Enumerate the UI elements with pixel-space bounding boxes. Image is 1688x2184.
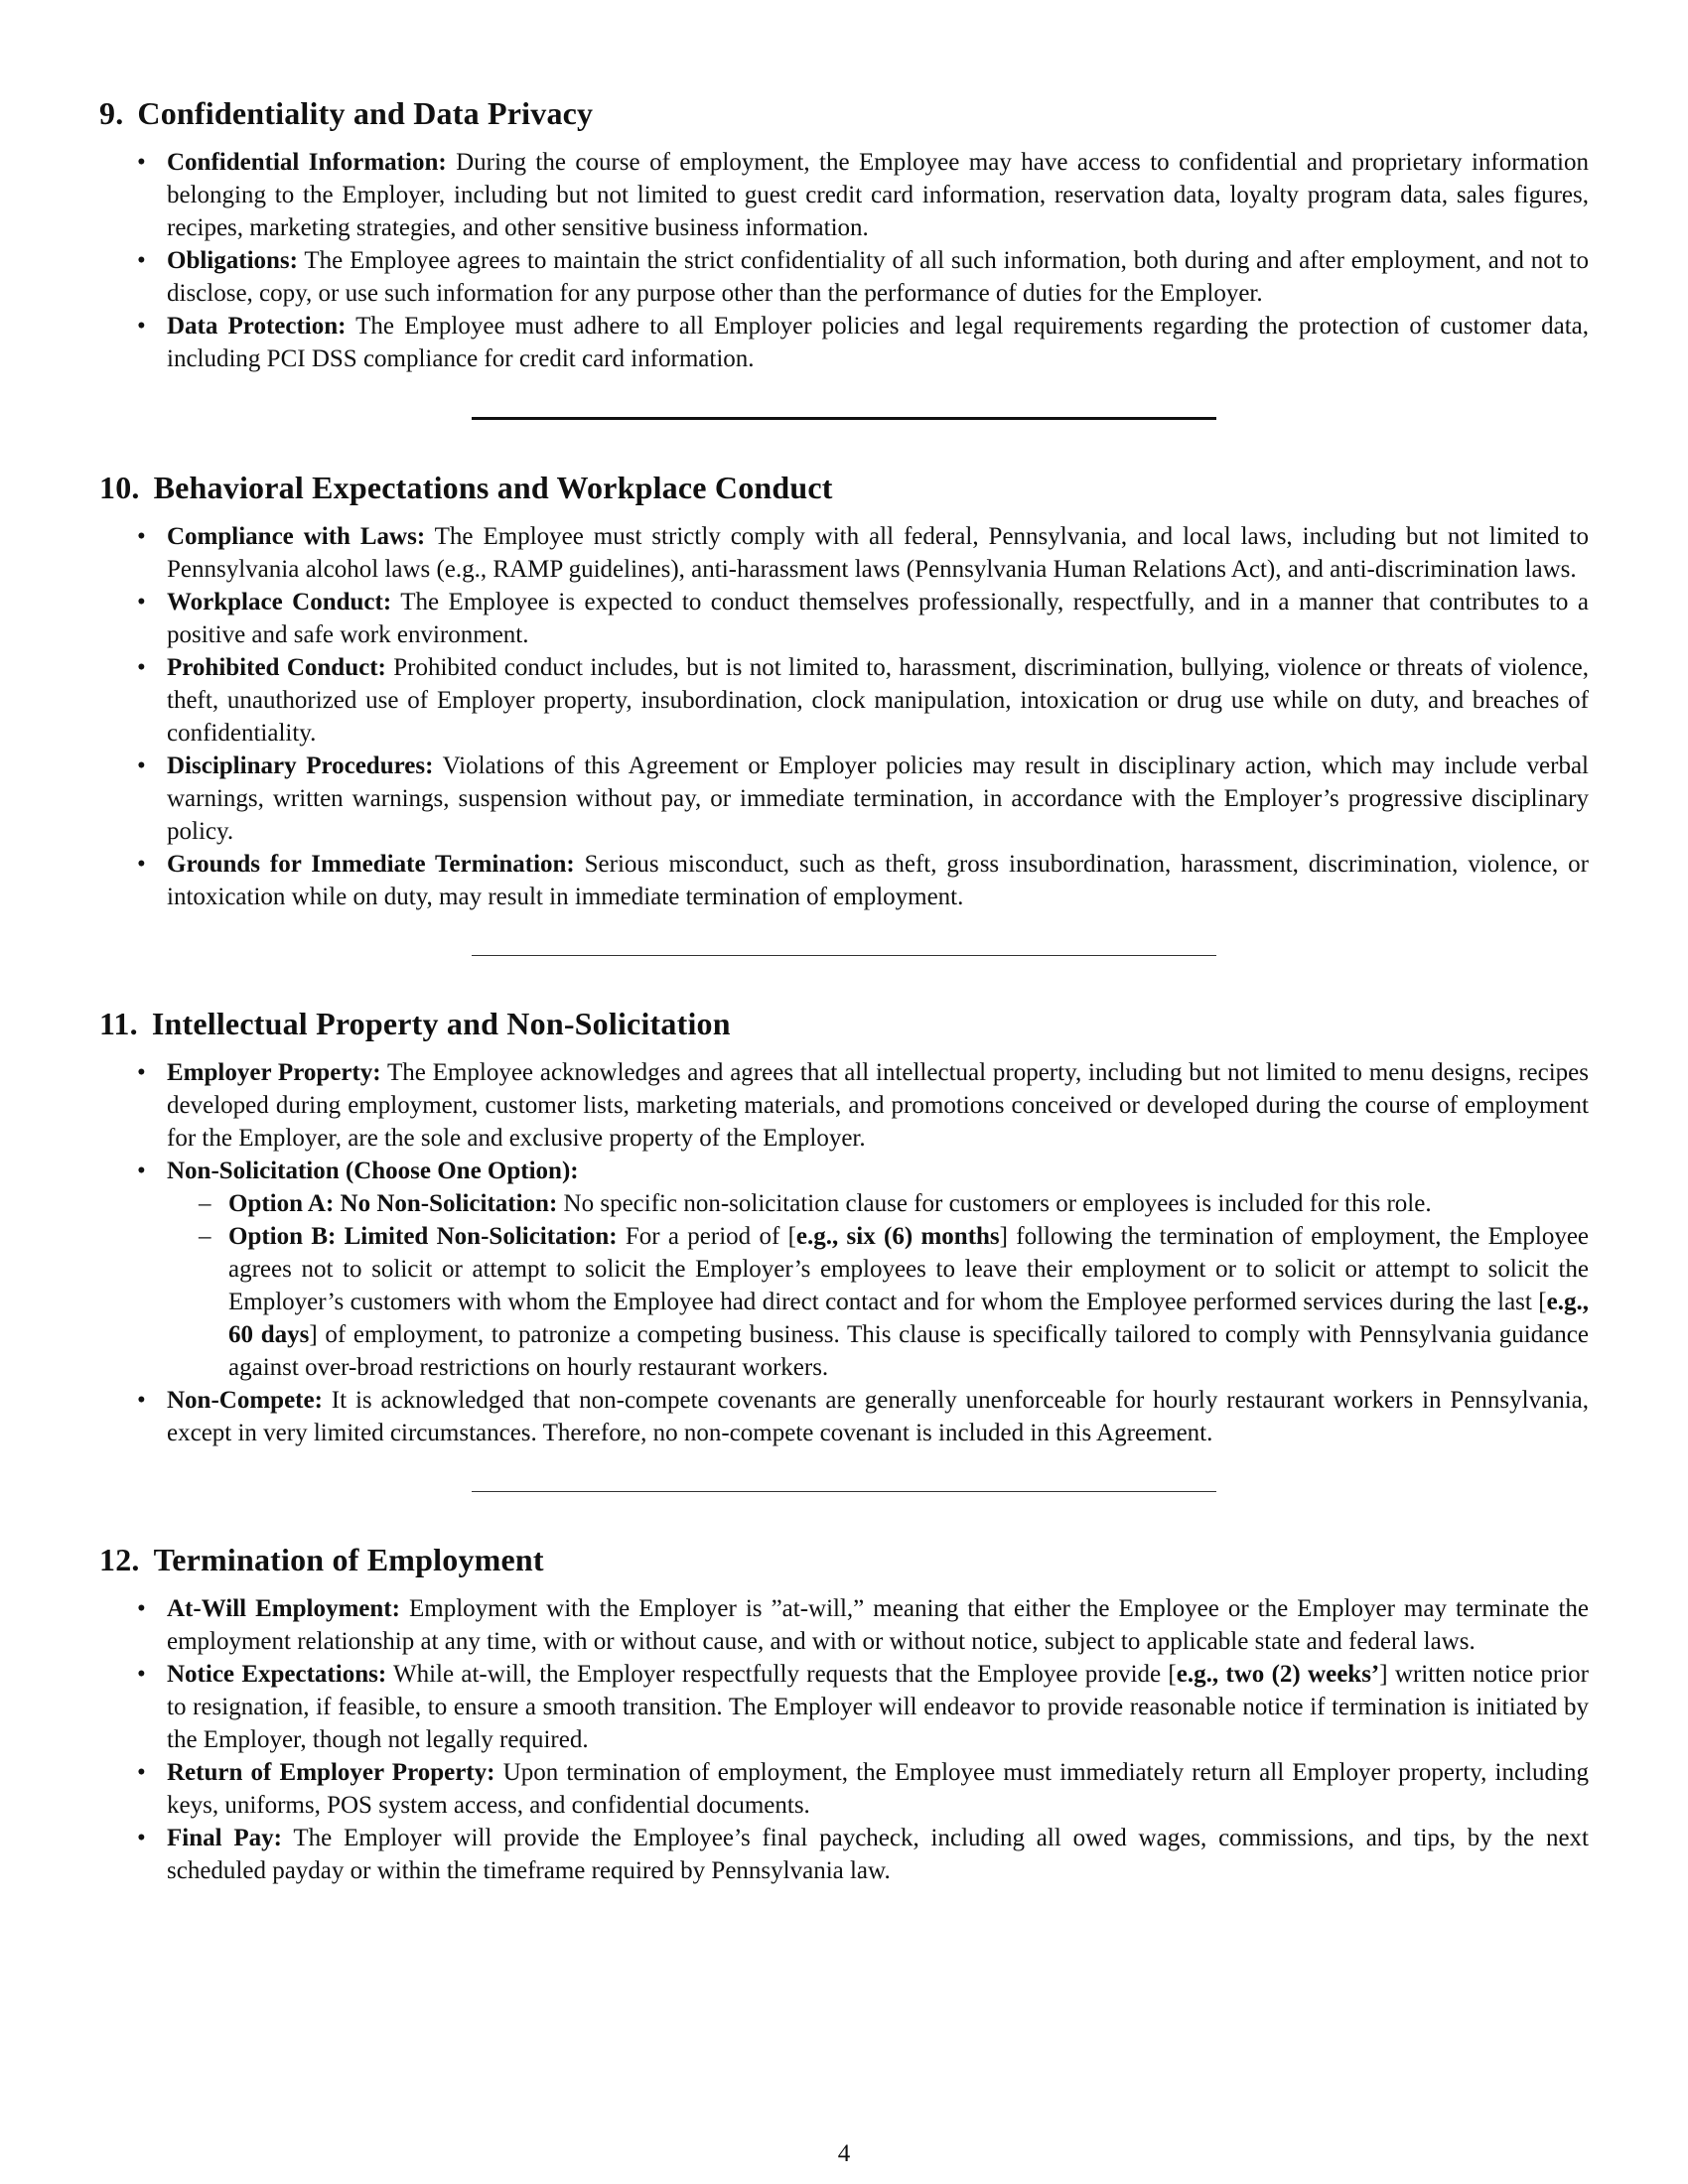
item-term: Employer Property: (167, 1059, 381, 1086)
item-text: The Employee acknowledges and agrees that all intellectual property, including but not limited to menu designs, recipes developed during employment, customer lists, marketing materials, and promotions conceived or developed during the course of employment for the Employer, are the sole and exclusive property of the Employer. (167, 1059, 1589, 1152)
section-title: Confidentiality and Data Privacy (137, 95, 594, 131)
item-term: Grounds for Immediate Termination: (167, 851, 575, 878)
placeholder-duration: e.g., six (6) months (795, 1223, 1000, 1250)
section-number: 10. (99, 470, 140, 505)
item-text: It is acknowledged that non-compete covenants are generally unenforceable for hourly restaurant workers in Pennsylvania, except in very limited circumstances. Therefore, no non-compete covenant is included in this Agreement. (167, 1387, 1589, 1446)
list-item (167, 1056, 1589, 1155)
section-number: 12. (99, 1542, 140, 1577)
list-item (167, 750, 1589, 848)
bullet-list (99, 1592, 1589, 1887)
item-term: At-Will Employment: (167, 1595, 400, 1622)
item-term: Compliance with Laws: (167, 523, 426, 550)
section-12 (99, 1542, 1589, 1887)
item-term: Confidential Information: (167, 149, 447, 176)
section-number: 11. (99, 1006, 138, 1041)
section-heading (99, 470, 1589, 506)
document-page (99, 95, 1589, 1887)
section-heading (99, 1542, 1589, 1578)
option-text: ] following the termination of employment, the Employee agrees not to solicit or attempt to solicit the Employer’s employees to leave their employment or to solicit or attempt to solicit the Employer’s customers with whom the Employee had direct contact and for whom the Employee performed services during the last [ (228, 1223, 1590, 1315)
option-term: Option A: No Non-Solicitation: (228, 1190, 558, 1217)
item-text: Prohibited conduct includes, but is not limited to, harassment, discrimination, bullying, violence or threats of violence, theft, unauthorized use of Employer property, insubordination, clock manipulation, intoxication or drug use while on duty, and breaches of confidentiality. (167, 654, 1590, 747)
placeholder-notice: e.g., two (2) weeks’ (1176, 1661, 1380, 1688)
option-text: ] of employment, to patronize a competing business. This clause is specifically tailored to comply with Pennsylvania guidance against over-broad restrictions on hourly restaurant workers. (228, 1321, 1589, 1381)
item-text: The Employee is expected to conduct themselves professionally, respectfully, and in a manner that contributes to a positive and safe work environment. (167, 589, 1589, 648)
item-term: Disciplinary Procedures: (167, 752, 434, 779)
list-item (167, 586, 1589, 651)
item-text: Employment with the Employer is ”at-will,” meaning that either the Employee or the Employer may terminate the employment relationship at any time, with or without cause, and with or without notice, subject to applicable state and federal laws. (167, 1595, 1589, 1655)
sub-list-item (228, 1187, 1589, 1220)
item-text: The Employee agrees to maintain the strict confidentiality of all such information, both during and after employment, and not to disclose, copy, or use such information for any purpose other than the performance of duties for the Employer. (167, 247, 1589, 307)
item-term: Non-Solicitation (Choose One Option): (167, 1158, 579, 1184)
section-heading (99, 95, 1589, 132)
section-11 (99, 1006, 1589, 1449)
list-item (167, 146, 1589, 244)
section-title: Intellectual Property and Non-Solicitation (151, 1006, 731, 1041)
item-text: The Employer will provide the Employee’s final paycheck, including all owed wages, commissions, and tips, by the next scheduled payday or within the timeframe required by Pennsylvania law. (167, 1825, 1589, 1884)
list-item (167, 1592, 1589, 1658)
item-term: Return of Employer Property: (167, 1759, 495, 1786)
item-text: The Employee must strictly comply with all federal, Pennsylvania, and local laws, including but not limited to Pennsylvania alcohol laws (e.g., RAMP guidelines), anti-harassment laws (Pennsylvania Human Relations Act), and anti-discrimination laws. (167, 523, 1589, 583)
option-text: No specific non-solicitation clause for customers or employees is included for this role. (557, 1190, 1432, 1217)
item-term: Notice Expectations: (167, 1661, 387, 1688)
item-term: Non-Compete: (167, 1387, 323, 1414)
list-item (167, 244, 1589, 310)
item-text: Violations of this Agreement or Employer policies may result in disciplinary action, which may include verbal warnings, written warnings, suspension without pay, or immediate termination, in accordance with the Employer’s progressive disciplinary policy. (167, 752, 1589, 845)
list-item (167, 1822, 1589, 1887)
item-term: Prohibited Conduct: (167, 654, 386, 681)
list-item (167, 651, 1589, 750)
bullet-list (99, 520, 1589, 913)
list-item (167, 1756, 1589, 1822)
list-item (167, 1384, 1589, 1449)
section-heading (99, 1006, 1589, 1042)
item-text: During the course of employment, the Employee may have access to confidential and proprietary information belonging to the Employer, including but not limited to guest credit card information, reservation data, loyalty program data, sales figures, recipes, marketing strategies, and other sensitive business information. (167, 149, 1590, 241)
section-number: 9. (99, 95, 124, 131)
list-item (167, 1155, 1589, 1384)
section-title: Behavioral Expectations and Workplace Conduct (153, 470, 833, 505)
item-term: Obligations: (167, 247, 298, 274)
item-text: While at-will, the Employer respectfully requests that the Employee provide [ (386, 1661, 1177, 1688)
section-10 (99, 470, 1589, 913)
item-text: Serious misconduct, such as theft, gross insubordination, harassment, discrimination, violence, or intoxication while on duty, may result in immediate termination of employment. (167, 851, 1589, 910)
item-term: Data Protection: (167, 313, 347, 340)
section-title: Termination of Employment (153, 1542, 544, 1577)
item-text: ] written notice prior to resignation, if feasible, to ensure a smooth transition. The Employer will endeavor to provide reasonable notice if termination is initiated by the Employer, though not legally required. (167, 1661, 1589, 1753)
option-term: Option B: Limited Non-Solicitation: (228, 1223, 618, 1250)
item-term: Workplace Conduct: (167, 589, 392, 615)
list-item (167, 520, 1589, 586)
list-item (167, 310, 1589, 375)
sub-list-item (228, 1220, 1589, 1384)
sub-option-list (167, 1187, 1589, 1384)
item-text: Upon termination of employment, the Employee must immediately return all Employer property, including keys, uniforms, POS system access, and confidential documents. (167, 1759, 1589, 1819)
placeholder-days: e.g., 60 days (228, 1289, 1589, 1348)
item-text: The Employee must adhere to all Employer policies and legal requirements regarding the protection of customer data, including PCI DSS compliance for credit card information. (167, 313, 1589, 372)
bullet-list (99, 146, 1589, 375)
bullet-list (99, 1056, 1589, 1449)
list-item (167, 1658, 1589, 1756)
page-number: 4 (837, 2140, 851, 2167)
item-term: Final Pay: (167, 1825, 282, 1851)
section-9 (99, 95, 1589, 375)
option-text: For a period of [ (617, 1223, 796, 1250)
list-item (167, 848, 1589, 913)
